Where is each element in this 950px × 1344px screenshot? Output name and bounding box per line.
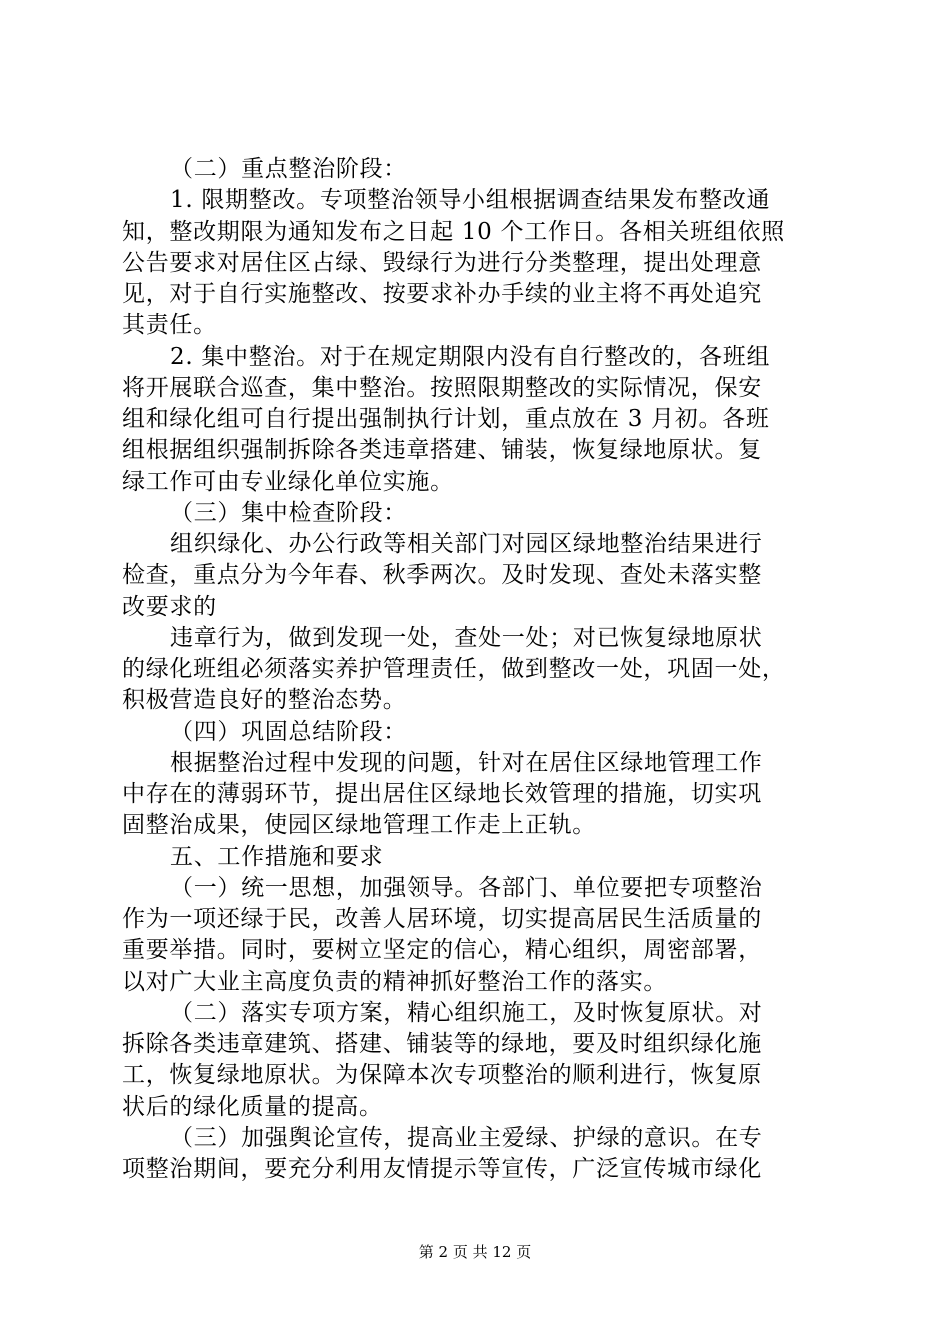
text-line: 根据整治过程中发现的问题，针对在居住区绿地管理工作 xyxy=(170,750,763,776)
text-line: 项整治期间，要充分利用友情提示等宣传，广泛宣传城市绿化 xyxy=(122,1156,762,1182)
page-footer: 第 2 页 共 12 页 xyxy=(418,1243,532,1261)
text-line: 绿工作可由专业绿化单位实施。 xyxy=(122,469,454,495)
text-line: 检查，重点分为今年春、秋季两次。及时发现、查处未落实整 xyxy=(122,562,762,588)
text-line: 公告要求对居住区占绿、毁绿行为进行分类整理，提出处理意 xyxy=(122,250,762,276)
text-line: （四）巩固总结阶段： xyxy=(170,719,407,745)
text-line: 改要求的 xyxy=(122,594,217,620)
text-line: 见，对于自行实施整改、按要求补办手续的业主将不再处追究 xyxy=(122,281,762,307)
text-line: 作为一项还绿于民，改善人居环境，切实提高居民生活质量的 xyxy=(122,906,762,932)
text-line: 2. 集中整治。对于在规定期限内没有自行整改的，各班组 xyxy=(170,344,771,370)
text-line: 将开展联合巡查，集中整治。按照限期整改的实际情况，保安 xyxy=(122,375,762,401)
text-line: 的绿化班组必须落实养护管理责任，做到整改一处，巩固一处， xyxy=(122,656,786,682)
text-line: （一）统一思想，加强领导。各部门、单位要把专项整治 xyxy=(170,875,763,901)
text-line: 工，恢复绿地原状。为保障本次专项整治的顺利进行，恢复原 xyxy=(122,1062,762,1088)
text-line: 以对广大业主高度负责的精神抓好整治工作的落实。 xyxy=(122,969,668,995)
text-line: 组织绿化、办公行政等相关部门对园区绿地整治结果进行 xyxy=(170,531,763,557)
text-line: 拆除各类违章建筑、搭建、铺装等的绿地，要及时组织绿化施 xyxy=(122,1031,762,1057)
text-line: 知，整改期限为通知发布之日起 10 个工作日。各相关班组依照 xyxy=(122,219,785,245)
text-line: 违章行为，做到发现一处，查处一处；对已恢复绿地原状 xyxy=(170,625,763,651)
text-line: 固整治成果，使园区绿地管理工作走上正轨。 xyxy=(122,812,596,838)
text-line: 组和绿化组可自行提出强制执行计划，重点放在 3 月初。各班 xyxy=(122,406,770,432)
text-line: 1. 限期整改。专项整治领导小组根据调查结果发布整改通 xyxy=(170,187,771,213)
text-line: 其责任。 xyxy=(122,312,217,338)
text-line: （三）集中检查阶段： xyxy=(170,500,407,526)
text-line: 五、工作措施和要求 xyxy=(170,844,384,870)
text-line: （二）落实专项方案，精心组织施工，及时恢复原状。对 xyxy=(170,1000,763,1026)
text-line: 中存在的薄弱环节，提出居住区绿地长效管理的措施，切实巩 xyxy=(122,781,762,807)
text-line: 组根据组织强制拆除各类违章搭建、铺装，恢复绿地原状。复 xyxy=(122,437,762,463)
text-line: 状后的绿化质量的提高。 xyxy=(122,1094,383,1120)
text-line: 积极营造良好的整治态势。 xyxy=(122,687,407,713)
text-line: （二）重点整治阶段： xyxy=(170,156,407,182)
text-line: 重要举措。同时，要树立坚定的信心，精心组织，周密部署， xyxy=(122,937,762,963)
text-line: （三）加强舆论宣传，提高业主爱绿、护绿的意识。在专 xyxy=(170,1125,763,1151)
